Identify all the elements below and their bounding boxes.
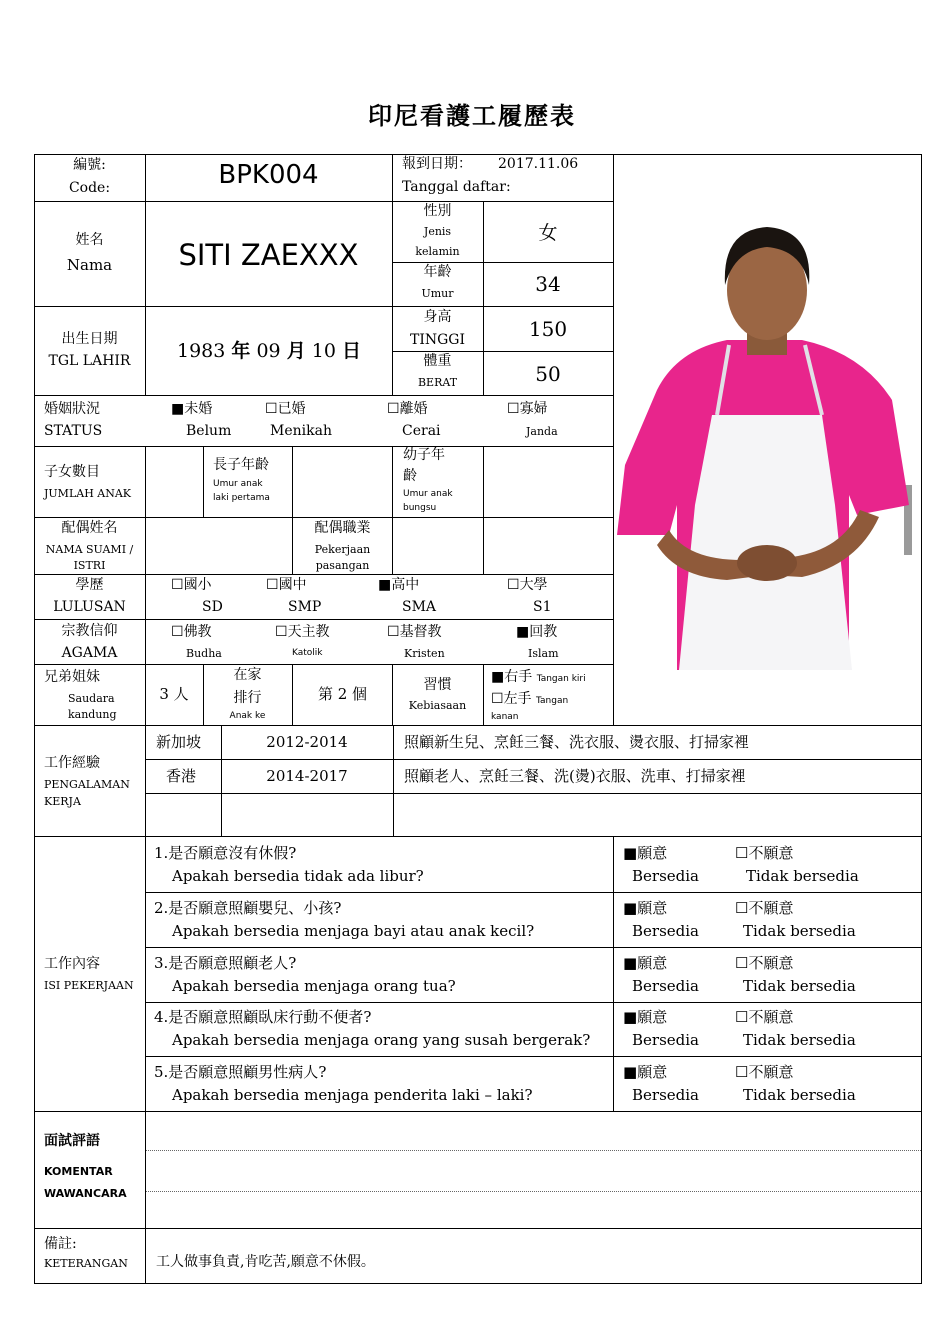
answer-yes-3-id: Bersedia (632, 977, 699, 995)
siblings-label-en2: kandung (68, 708, 117, 721)
remarks-label-cn: 備註: (44, 1236, 77, 1252)
option-label: 回教 (529, 624, 558, 640)
birth-order-label-cn1: 在家 (233, 667, 262, 683)
dob-value (177, 340, 361, 363)
remarks-value: 工人做事負責,肯吃苦,願意不休假。 (156, 1254, 375, 1270)
option-label: 佛教 (183, 624, 212, 640)
report-date-label-en: Tanggal daftar: (402, 179, 511, 195)
youngest-age-label-cn2: 齡 (403, 468, 417, 484)
dob-label-cn: 出生日期 (61, 331, 118, 347)
option-label: 已婚 (277, 401, 306, 417)
habit-label-id: Kebiasaan (408, 699, 467, 712)
option-label: 國小 (183, 577, 212, 593)
weight-label-cn: 體重 (423, 353, 452, 369)
interview-label-en2: WAWANCARA (44, 1187, 127, 1200)
answer-yes-2-id: Bersedia (632, 922, 699, 940)
siblings-count: 3 人 (159, 685, 189, 703)
answer-yes-4-id: Bersedia (632, 1031, 699, 1049)
interview-label-cn: 面試評語 (44, 1133, 100, 1149)
gender-value: 女 (538, 222, 558, 244)
question-id: Apakah bersedia menjaga orang yang susah bergerak? (172, 1031, 591, 1049)
spouse-job-label-cn: 配偶職業 (314, 520, 371, 536)
code-value: BPK004 (218, 160, 319, 190)
answer-yes-5 (623, 1063, 667, 1081)
age-value: 34 (535, 272, 561, 296)
eldest-age-label-id2: laki pertama (213, 493, 270, 503)
children-label-en: JUMLAH ANAK (44, 487, 132, 500)
gender-label-cn: 性別 (423, 203, 452, 219)
habit-option-right (491, 669, 586, 686)
education-option-sd-id: SD (202, 599, 223, 615)
report-date-value: 2017.11.06 (498, 156, 579, 172)
religion-option-kristen-id: Kristen (404, 647, 445, 660)
option-label: 寡婦 (519, 401, 548, 417)
checkbox-empty-icon: ☐ (507, 577, 520, 593)
answer-label: 不願意 (748, 1063, 794, 1081)
education-option-sma-id: SMA (402, 599, 437, 615)
religion-option-islam (516, 624, 557, 641)
answer-yes-3 (623, 954, 667, 972)
religion-label-cn: 宗教信仰 (61, 623, 118, 639)
religion-option-budha (171, 624, 212, 641)
birth-order-label-cn2: 排行 (233, 690, 262, 706)
answer-label: 願意 (637, 954, 668, 972)
checkbox-checked-icon: ■ (491, 669, 505, 685)
education-option-smp (266, 577, 307, 594)
dob-year-unit: 年 (231, 340, 251, 362)
option-label: 離婚 (399, 401, 428, 417)
answer-label: 願意 (637, 1063, 668, 1081)
experience-label-en2: KERJA (44, 795, 81, 808)
education-option-s1 (507, 577, 548, 594)
question-id: Apakah bersedia menjaga orang tua? (172, 977, 456, 995)
experience-row-1-place: 新加坡 (156, 733, 202, 751)
weight-value: 50 (535, 362, 561, 386)
education-label-en: LULUSAN (53, 599, 126, 615)
option-label: 大學 (519, 577, 548, 593)
checkbox-checked-icon: ■ (623, 1008, 638, 1026)
checkbox-empty-icon: ☐ (265, 401, 278, 417)
job-content-label-cn: 工作內容 (44, 956, 100, 972)
age-label-cn: 年齡 (423, 264, 452, 280)
habit-option-left-id2: kanan (491, 712, 519, 722)
answer-label: 願意 (637, 844, 668, 862)
answer-yes-1-id: Bersedia (632, 867, 699, 885)
dob-label-en: TGL LAHIR (48, 353, 131, 369)
checkbox-empty-icon: ☐ (275, 624, 288, 640)
youngest-age-label-id2: bungsu (403, 503, 437, 513)
experience-row-1-duties: 照顧新生兒、烹飪三餐、洗衣服、燙衣服、打掃家裡 (404, 733, 750, 751)
answer-no-5-id: Tidak bersedia (743, 1086, 856, 1104)
answer-no-4-id: Tidak bersedia (743, 1031, 856, 1049)
experience-row-2-duties: 照顧老人、烹飪三餐、洗(燙)衣服、洗車、打掃家裡 (404, 767, 746, 785)
dob-month-unit: 月 (286, 340, 306, 362)
marital-option-married-id: Menikah (270, 423, 332, 439)
question-cn: 1.是否願意沒有休假? (154, 844, 297, 862)
checkbox-empty-icon: ☐ (735, 899, 749, 917)
answer-label: 不願意 (748, 954, 794, 972)
checkbox-empty-icon: ☐ (387, 624, 400, 640)
name-label-en: Nama (66, 256, 113, 274)
age-label-en: Umur (421, 287, 454, 300)
gender-label-en2: kelamin (415, 245, 460, 258)
birth-order-value: 第 2 個 (317, 685, 368, 703)
marital-label-en: STATUS (44, 423, 103, 439)
job-content-label-en: ISI PEKERJAAN (44, 979, 134, 992)
name-value: SITI ZAEXXX (178, 238, 359, 272)
marital-label-cn: 婚姻狀況 (44, 401, 100, 417)
question-cn: 5.是否願意照顧男性病人? (154, 1063, 327, 1081)
marital-option-divorced (387, 401, 428, 418)
answer-label: 願意 (637, 1008, 668, 1026)
option-label: 基督教 (399, 624, 442, 640)
spouse-label-cn: 配偶姓名 (61, 520, 118, 536)
question-id: Apakah bersedia menjaga bayi atau anak kecil? (172, 922, 535, 940)
checkbox-empty-icon: ☐ (491, 691, 504, 707)
answer-no-1-id: Tidak bersedia (746, 867, 859, 885)
youngest-age-label-id1: Umur anak (403, 489, 453, 499)
question-id: Apakah bersedia tidak ada libur? (172, 867, 424, 885)
option-sublabel: Tangan kiri (536, 674, 586, 684)
answer-no-2 (735, 899, 793, 917)
checkbox-checked-icon: ■ (623, 844, 638, 862)
answer-no-2-id: Tidak bersedia (743, 922, 856, 940)
name-label-cn: 姓名 (75, 232, 104, 248)
answer-label: 不願意 (748, 1008, 794, 1026)
dob-month: 09 (256, 340, 281, 362)
education-label-cn: 學歷 (75, 577, 104, 593)
option-label: 未婚 (184, 401, 213, 417)
experience-row-2-place: 香港 (166, 767, 197, 785)
remarks-label-en: KETERANGAN (44, 1257, 128, 1270)
children-label-cn: 子女數目 (44, 464, 100, 480)
eldest-age-label-id1: Umur anak (213, 479, 263, 489)
religion-option-katolik (275, 624, 330, 641)
dob-day-unit: 日 (342, 340, 362, 362)
checkbox-empty-icon: ☐ (387, 401, 400, 417)
checkbox-empty-icon: ☐ (735, 1008, 749, 1026)
checkbox-checked-icon: ■ (516, 624, 530, 640)
option-label: 右手 (504, 669, 533, 685)
weight-label-en: BERAT (417, 376, 458, 389)
checkbox-checked-icon: ■ (623, 954, 638, 972)
habit-label-cn: 習慣 (423, 677, 452, 693)
education-option-smp-id: SMP (288, 599, 322, 615)
religion-option-katolik-id: Katolik (292, 648, 323, 658)
marital-option-single-id: Belum (186, 423, 232, 439)
experience-row-2-period: 2014-2017 (266, 767, 348, 785)
gender-label-en1: Jenis (423, 225, 452, 238)
code-label-cn: 編號: (73, 157, 106, 173)
candidate-photo (617, 205, 912, 670)
marital-option-married (265, 401, 306, 418)
option-sublabel: Tangan (536, 696, 569, 706)
education-option-s1-id: S1 (533, 599, 552, 615)
spouse-job-label-id2: pasangan (315, 559, 370, 572)
checkbox-checked-icon: ■ (623, 899, 638, 917)
answer-no-4 (735, 1008, 793, 1026)
spouse-label-en1: NAMA SUAMI / (45, 543, 134, 556)
siblings-label-en1: Saudara (68, 692, 115, 705)
marital-option-widowed-id: Janda (526, 425, 558, 438)
spouse-job-label-id1: Pekerjaan (314, 543, 371, 556)
interview-label-en1: KOMENTAR (44, 1165, 113, 1178)
height-label-en: TINGGI (409, 332, 465, 348)
spouse-label-en2: ISTRI (73, 559, 106, 572)
answer-label: 不願意 (748, 844, 794, 862)
checkbox-empty-icon: ☐ (507, 401, 520, 417)
dob-day: 10 (311, 340, 336, 362)
checkbox-checked-icon: ■ (623, 1063, 638, 1081)
height-label-cn: 身高 (423, 309, 452, 325)
option-label: 左手 (503, 691, 532, 707)
marital-option-divorced-id: Cerai (402, 423, 441, 439)
experience-label-en1: PENGALAMAN (44, 778, 130, 791)
report-date-label-cn: 報到日期： (402, 156, 472, 172)
checkbox-empty-icon: ☐ (266, 577, 279, 593)
option-label: 高中 (391, 577, 420, 593)
checkbox-empty-icon: ☐ (171, 624, 184, 640)
checkbox-empty-icon: ☐ (735, 1063, 749, 1081)
education-option-sma (378, 577, 419, 594)
code-label-en: Code: (68, 180, 111, 196)
religion-option-islam-id: Islam (528, 647, 559, 660)
answer-yes-4 (623, 1008, 667, 1026)
checkbox-empty-icon: ☐ (735, 844, 749, 862)
answer-no-3-id: Tidak bersedia (743, 977, 856, 995)
religion-option-budha-id: Budha (186, 647, 222, 660)
answer-yes-5-id: Bersedia (632, 1086, 699, 1104)
option-label: 天主教 (287, 624, 330, 640)
answer-no-1 (735, 844, 793, 862)
experience-row-1-period: 2012-2014 (266, 733, 348, 751)
answer-label: 不願意 (748, 899, 794, 917)
form-title: 印尼看護工履歷表 (368, 101, 576, 130)
answer-no-3 (735, 954, 793, 972)
birth-order-label-id: Anak ke (229, 711, 266, 721)
question-cn: 3.是否願意照顧老人? (154, 954, 297, 972)
checkbox-checked-icon: ■ (171, 401, 185, 417)
answer-yes-1 (623, 844, 667, 862)
siblings-label-cn: 兄弟姐妹 (44, 669, 100, 685)
youngest-age-label-cn1: 幼子年 (403, 447, 445, 463)
answer-no-5 (735, 1063, 793, 1081)
eldest-age-label-cn: 長子年齡 (213, 457, 269, 473)
checkbox-empty-icon: ☐ (171, 577, 184, 593)
religion-label-en: AGAMA (61, 645, 118, 661)
height-value: 150 (528, 317, 568, 341)
dob-year: 1983 (177, 340, 226, 362)
checkbox-empty-icon: ☐ (735, 954, 749, 972)
question-cn: 4.是否願意照顧臥床行動不便者? (154, 1008, 372, 1026)
question-id: Apakah bersedia menjaga penderita laki – laki? (172, 1086, 533, 1104)
marital-option-widowed (507, 401, 548, 418)
answer-label: 願意 (637, 899, 668, 917)
religion-option-kristen (387, 624, 442, 641)
option-label: 國中 (278, 577, 307, 593)
education-option-sd (171, 577, 212, 594)
marital-option-single (171, 401, 212, 418)
habit-option-left (491, 691, 568, 708)
checkbox-checked-icon: ■ (378, 577, 392, 593)
question-cn: 2.是否願意照顧嬰兒、小孩? (154, 899, 342, 917)
answer-yes-2 (623, 899, 667, 917)
experience-label-cn: 工作經驗 (44, 755, 100, 771)
